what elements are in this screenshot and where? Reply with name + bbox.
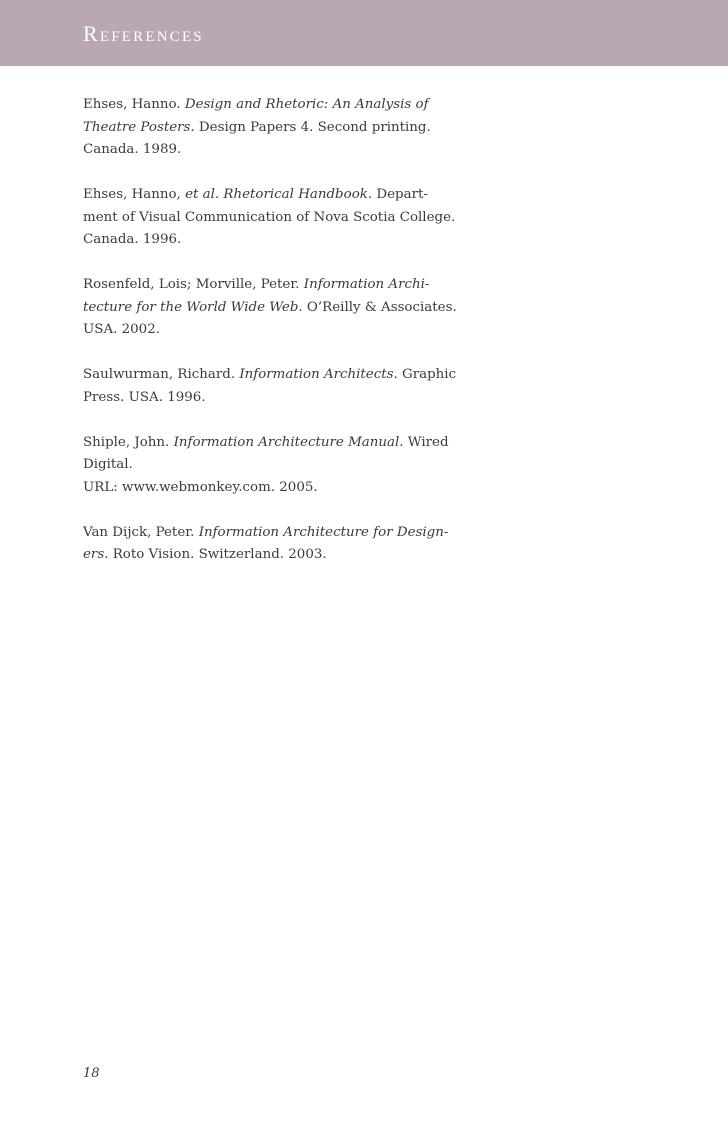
reference-text-segment: Shiple, John. <box>83 434 174 450</box>
reference-text-segment: Canada. 1996. <box>83 232 182 247</box>
reference-title-segment: Theatre Posters <box>83 119 191 135</box>
reference-entry <box>83 364 483 409</box>
reference-entry <box>83 522 483 567</box>
reference-text-segment: Rosenfeld, Lois; Morville, Peter. <box>83 277 304 292</box>
reference-entry <box>83 184 483 252</box>
reference-line <box>83 454 483 477</box>
reference-line <box>83 387 483 410</box>
page-title: References <box>83 21 204 46</box>
reference-line <box>83 364 483 387</box>
reference-list <box>83 94 483 589</box>
reference-title-segment: Information Archi- <box>303 277 430 292</box>
reference-line <box>83 229 483 252</box>
reference-text-segment: Van Dijck, Peter. <box>83 524 199 540</box>
reference-title-segment: Information Architecture for Design- <box>198 524 449 540</box>
reference-text-segment: . Roto Vision. Switzerland. 2003. <box>104 547 327 562</box>
reference-text-segment: . O’Reilly & Associates. <box>298 299 457 315</box>
reference-text-segment: USA. 2002. <box>83 322 160 337</box>
reference-text-segment: . Design Papers 4. Second printing. <box>190 119 431 135</box>
reference-line <box>83 117 483 140</box>
reference-entry <box>83 94 483 162</box>
reference-text-segment: ment of Visual Communication of Nova Scotia College. <box>83 209 456 225</box>
reference-text-segment: Wired <box>403 434 449 450</box>
reference-entry <box>83 432 483 500</box>
reference-text-segment: URL: www.webmonkey.com. 2005. <box>83 479 318 495</box>
reference-entry <box>83 274 483 342</box>
reference-line <box>83 139 483 162</box>
reference-title-segment: ers <box>83 547 105 562</box>
reference-line <box>83 184 483 207</box>
header-band <box>0 0 728 66</box>
reference-text-segment: Digital. <box>83 457 133 472</box>
reference-text-segment: Press. USA. 1996. <box>83 389 206 405</box>
reference-line <box>83 94 483 117</box>
reference-title-segment: Information Architects <box>239 367 394 382</box>
reference-text-segment: . Graphic <box>393 367 457 382</box>
reference-line <box>83 207 483 230</box>
page-number: 18 <box>83 1066 100 1081</box>
reference-line <box>83 274 483 297</box>
reference-line <box>83 319 483 342</box>
reference-line <box>83 297 483 320</box>
reference-title-segment: Information Architecture Manual. <box>173 434 404 450</box>
reference-text-segment: Saulwurman, Richard. <box>83 367 240 382</box>
reference-line <box>83 477 483 500</box>
reference-text-segment: . Depart- <box>367 187 428 202</box>
reference-text-segment: Ehses, Hanno, <box>83 187 186 202</box>
reference-line <box>83 544 483 567</box>
reference-line <box>83 522 483 545</box>
reference-title-segment: Design and Rhetoric: An Analysis of <box>184 97 429 112</box>
reference-text-segment: Ehses, Hanno. <box>83 97 185 112</box>
reference-line <box>83 432 483 455</box>
reference-title-segment: et al. Rhetorical Handbook <box>185 187 368 202</box>
reference-text-segment: Canada. 1989. <box>83 142 182 157</box>
reference-title-segment: tecture for the World Wide Web <box>83 299 299 315</box>
